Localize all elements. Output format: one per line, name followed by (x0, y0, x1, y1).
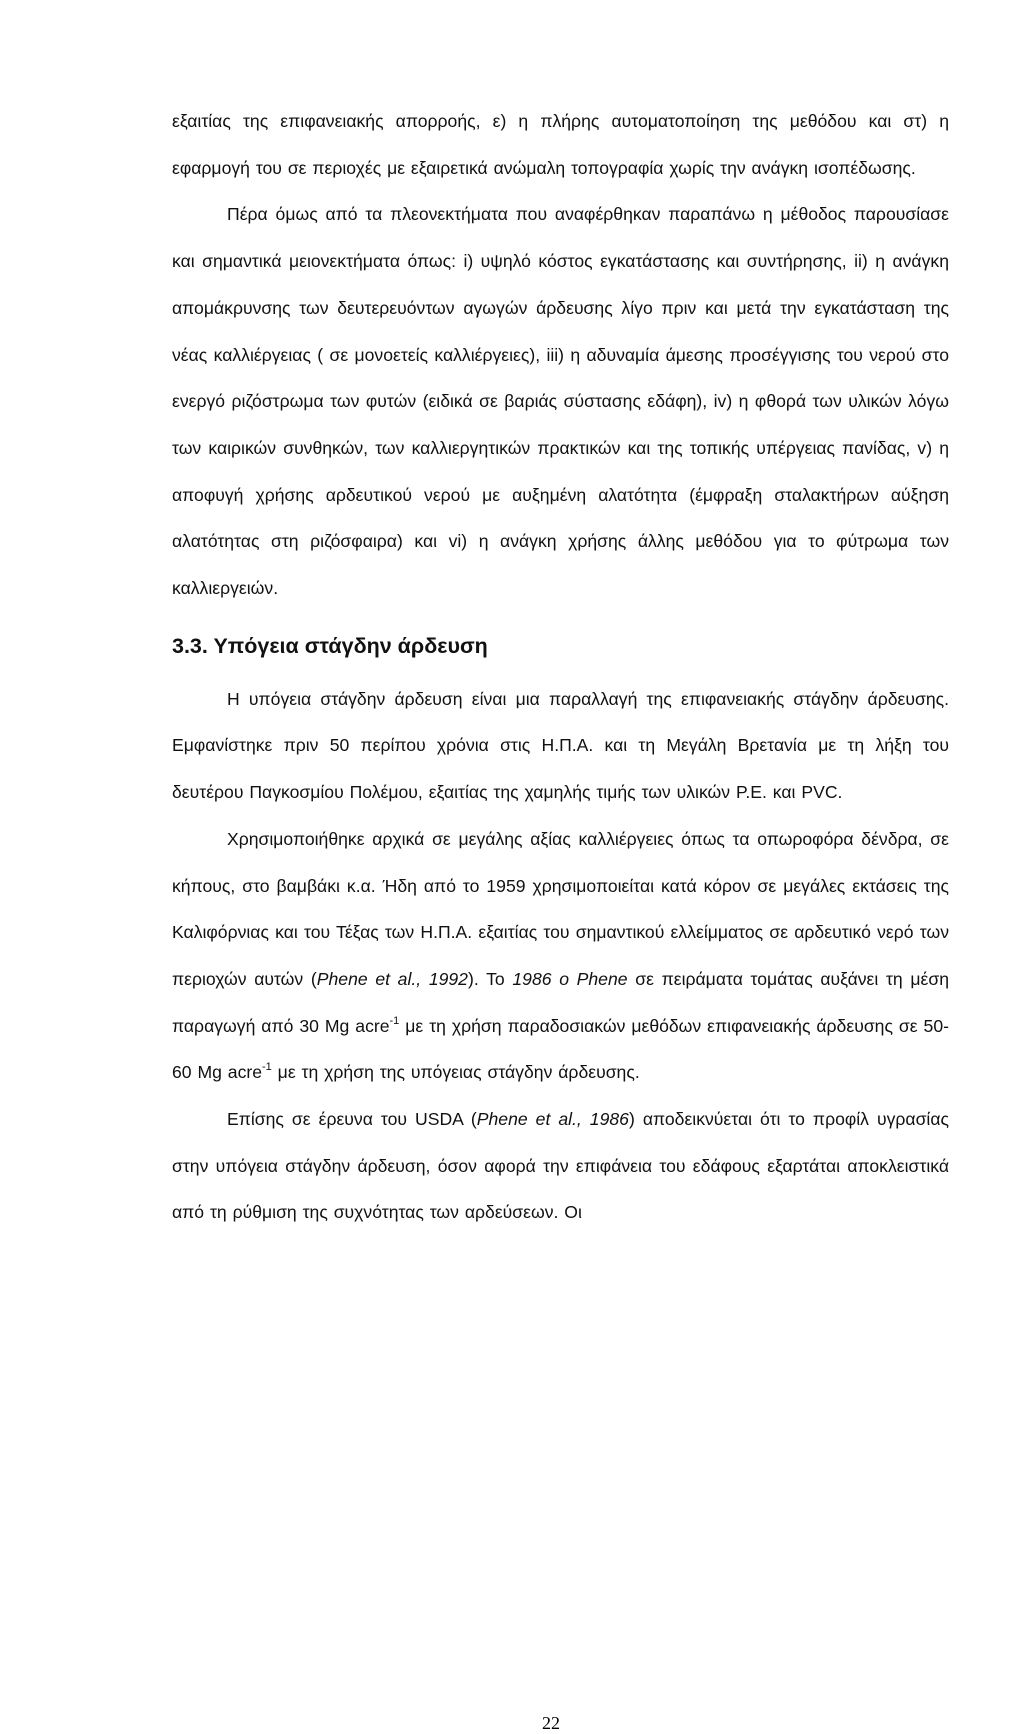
superscript-2: -1 (262, 1061, 272, 1074)
paragraph-3: Η υπόγεια στάγδην άρδευση είναι μια παραλλαγή της επιφανειακής στάγδην άρδευσης. Εμφανίστηκε πριν 50 περίπου χρόνια στις Η.Π.Α. και τη Μεγάλη Βρετανία με τη λήξη του δευτέρου Παγκοσμίου Πολέμου, εξαιτίας της χαμηλής τιμής των υλικών P.E. και PVC. (172, 688, 949, 803)
p4-text-a: Χρησιμοποιήθηκε αρχικά σε μεγάλης αξίας καλλιέργειες όπως τα οπωροφόρα δένδρα, σε κήπους, στο βαμβάκι κ.α. Ήδη από το 1959 χρησιμοποιείται κατά κόρον σε μεγάλες εκτάσεις της Καλιφόρνιας και του Τέξας των Η.Π.Α. εξαιτίας του σημαντικού ελλείμματος σε αρδευτικό νερό των περιοχών αυτών ( (172, 828, 949, 989)
paragraph-2: Πέρα όμως από τα πλεονεκτήματα που αναφέρθηκαν παραπάνω η μέθοδος παρουσίασε και σημαντικά μειονεκτήματα όπως: i) υψηλό κόστος εγκατάστασης και συντήρησης, ii) η ανάγκη απομάκρυνσης των δευτερευόντων αγωγών άρδευσης λίγο πριν και μετά την εγκατάσταση της νέας καλλιέργειας ( σε μονοετείς καλλιέργειες), iii) η αδυναμία άμεσης προσέγγισης του νερού στο ενεργό ριζόστρωμα των φυτών (ειδικά σε βαριάς σύστασης εδάφη), iv) η φθορά των υλικών λόγω των καιρικών συνθηκών, των καλλιεργητικών πρακτικών και της τοπικής υπέργειας πανίδας, v) η αποφυγή χρήσης αρδευτικού νερού με αυξημένη αλατότητα (έμφραξη σταλακτήρων αύξηση αλατότητας στη ριζόσφαιρα) και vi) η ανάγκη χρήσης άλλης μεθόδου για το φύτρωμα των καλλιεργειών. (172, 204, 949, 599)
p4-text-b: ). Το (467, 968, 513, 989)
citation-phene-1992: Phene et al., 1992 (316, 968, 468, 989)
p4-text-e: με τη χρήση παραδοσιακών μεθόδων επιφανειακής άρδευσης σε 50-60 Mg acre (172, 1015, 949, 1083)
citation-phene-1986: Phene et al., 1986 (476, 1109, 629, 1130)
page-number: 22 (542, 1713, 560, 1733)
p4-text-d: σε πειράματα τομάτας αυξάνει τη μέση παραγωγή από 30 Mg acre (172, 968, 950, 1036)
p5-text-a: Επίσης σε έρευνα του USDA ( (227, 1109, 477, 1130)
p5-text-b: ) αποδεικνύεται ότι το προφίλ υγρασίας στην υπόγεια στάγδην άρδευση, όσον αφορά την επιφάνεια του εδάφους εξαρτάται αποκλειστικά από τη ρύθμιση της συχνότητας των αρδεύσεων. Οι (172, 1109, 949, 1223)
paragraph-5 (172, 1096, 949, 1236)
paragraph-1: εξαιτίας της επιφανειακής απορροής, ε) η πλήρης αυτοματοποίηση της μεθόδου και στ) η εφαρμογή του σε περιοχές με εξαιρετικά ανώμαλη τοπογραφία χωρίς την ανάγκη ισοπέδωσης. (172, 111, 949, 178)
document-body (172, 98, 949, 1236)
paragraph-4 (172, 816, 949, 1096)
superscript-1: -1 (389, 1014, 400, 1027)
p4-text-f: με τη χρήση της υπόγειας στάγδην άρδευσης. (271, 1062, 640, 1083)
p4-italic-1986-phene: 1986 ο Phene (512, 968, 628, 989)
section-heading: 3.3. Υπόγεια στάγδην άρδευση (172, 633, 488, 658)
